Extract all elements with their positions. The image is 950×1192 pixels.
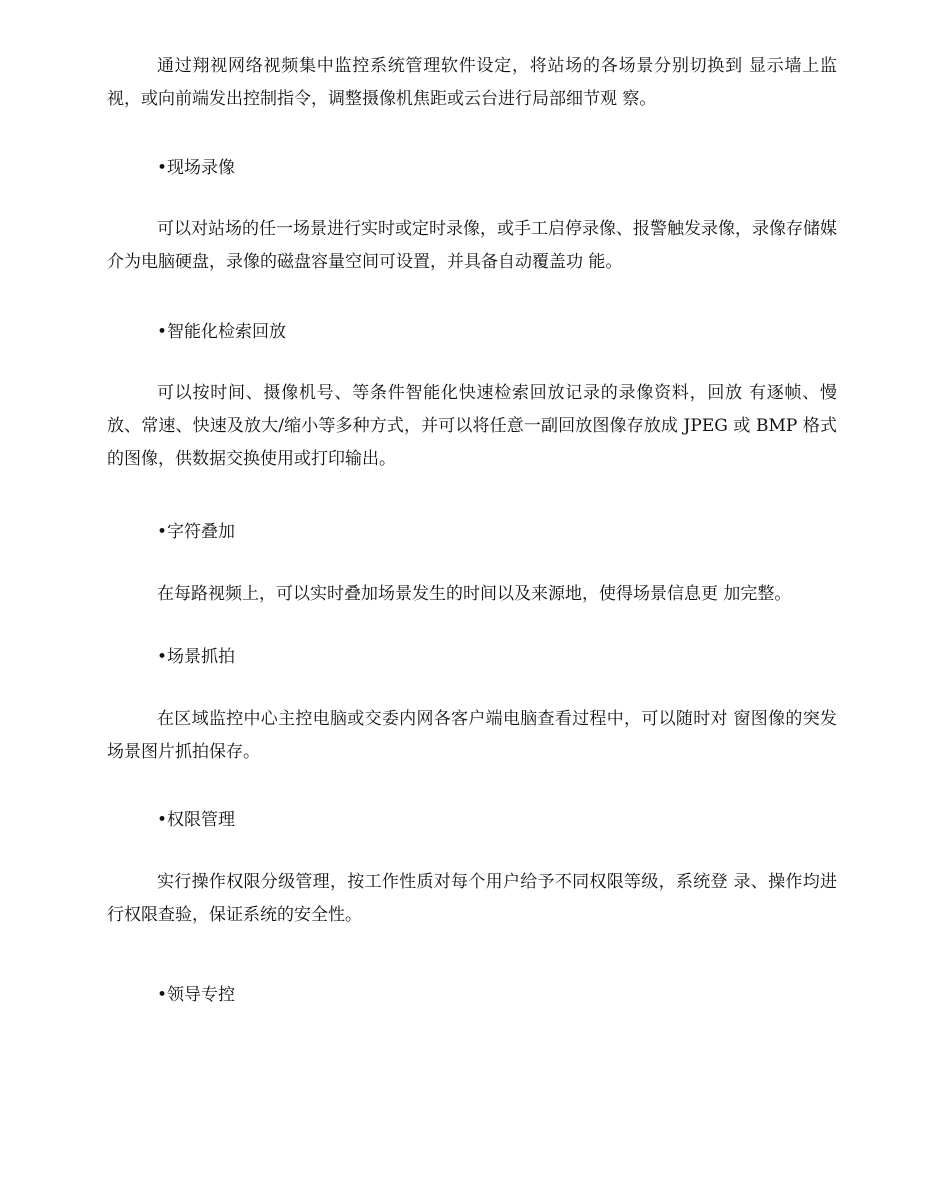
paragraph-recording: 可以对站场的任一场景进行实时或定时录像，或手工启停录像、报警触发录像，录像存储媒介为电脑硬盘，录像的磁盘容量空间可设置，并具备自动覆盖功 能。 — [107, 219, 837, 272]
heading-onsite-recording: •现场录像 — [157, 158, 236, 178]
paragraph-permission: 实行操作权限分级管理，按工作性质对每个用户给予不同权限等级，系统登 录、操作均进行权限查验，保证系统的安全性。 — [107, 872, 837, 925]
paragraph-overlay: 在每路视频上，可以实时叠加场景发生的时间以及来源地，使得场景信息更 加完整。 — [157, 584, 792, 604]
heading-character-overlay: •字符叠加 — [157, 522, 236, 542]
heading-leader-control: •领导专控 — [157, 985, 236, 1005]
heading-scene-capture: •场景抓拍 — [157, 647, 236, 667]
paragraph-monitoring: 通过翔视网络视频集中监控系统管理软件设定，将站场的各场景分别切换到 显示墙上监视，或向前端发出控制指令，调整摄像机焦距或云台进行局部细节观 察。 — [107, 56, 837, 109]
paragraph-capture: 在区域监控中心主控电脑或交委内网各客户端电脑查看过程中，可以随时对 窗图像的突发场景图片抓拍保存。 — [107, 709, 837, 762]
heading-permission-management: •权限管理 — [157, 810, 236, 830]
heading-smart-playback: •智能化检索回放 — [157, 322, 287, 342]
paragraph-playback: 可以按时间、摄像机号、等条件智能化快速检索回放记录的录像资料，回放 有逐帧、慢放、常速、快速及放大/缩小等多种方式，并可以将任意一副回放图像存放成 JPEG 或 BMP 格式的图像，供数据交换使用或打印输出。 — [107, 383, 837, 469]
